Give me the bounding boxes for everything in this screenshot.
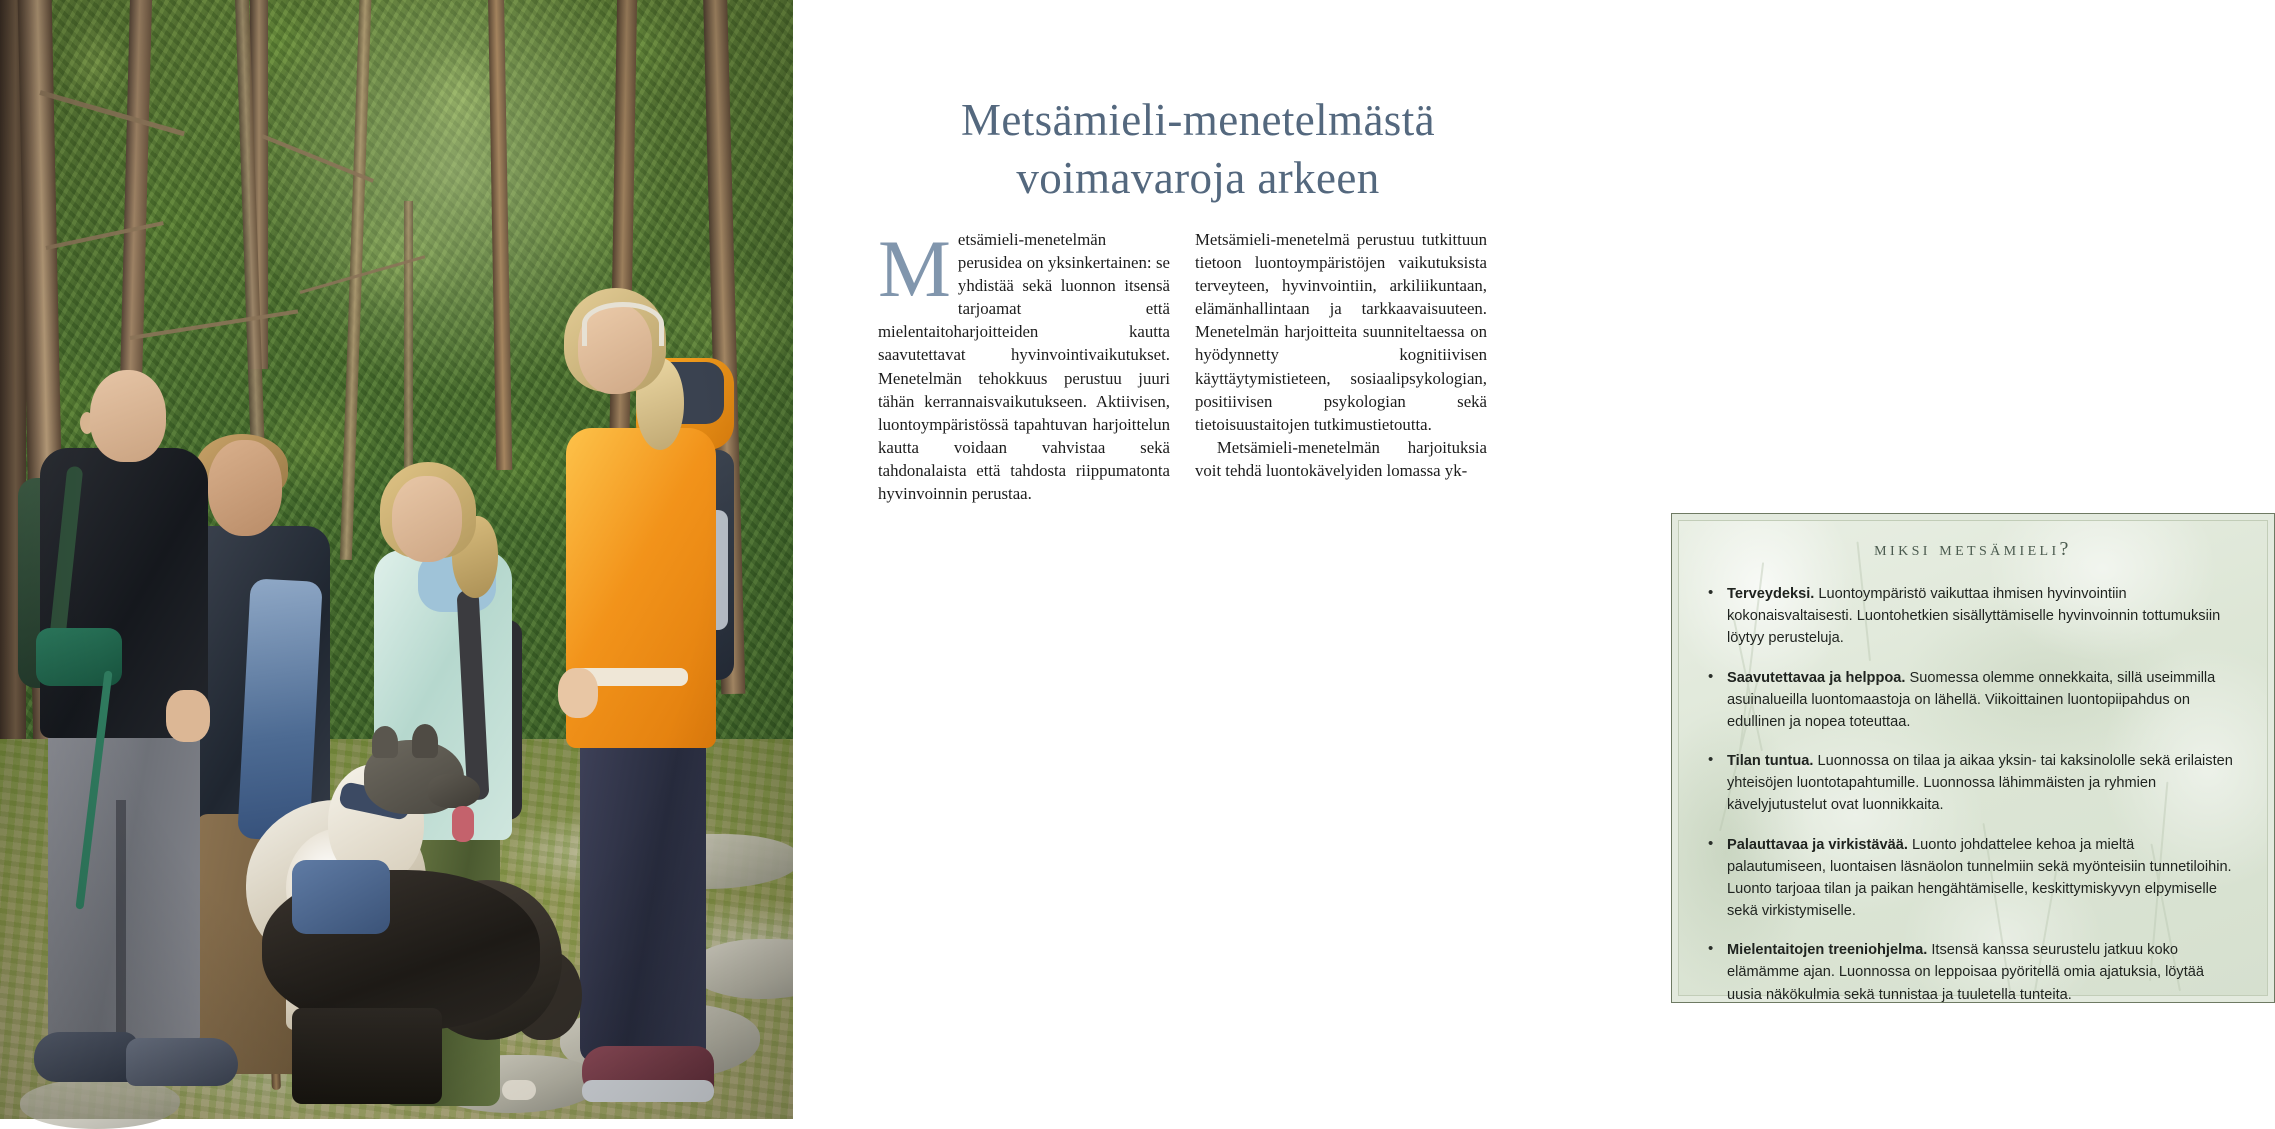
list-item <box>1727 750 2233 817</box>
bullet-body: Luonto johdattelee kehoa ja mieltä palautumiseen, luontaisen läsnäolon tunnelmiin sekä myönteisiin tunnetiloihin. Luonto tarjoaa tilan ja paikan hengähtämiselle, keskittymiskyvyn elpymiselle sekä virkistymiselle. <box>1727 836 2232 920</box>
info-box-heading: miksi metsämieli? <box>1874 538 2072 560</box>
bullet-lead: Mielentaitojen treeniohjelma. <box>1727 942 1928 959</box>
head <box>208 440 282 536</box>
headband <box>582 302 664 346</box>
article-columns <box>878 223 1488 505</box>
sneaker <box>34 1032 138 1082</box>
boot-sole <box>582 1080 714 1102</box>
bullet-body: Itsensä kanssa seurustelu jatkuu koko elämämme ajan. Luonnossa on leppoisaa pyöritellä omia ajatuksia, löytää uusia näkökulmia sekä tunnistaa ja tuuletella tunteita. <box>1727 942 2205 1003</box>
dog-ear <box>412 724 438 758</box>
article-page <box>793 0 2233 1119</box>
list-item <box>1727 939 2233 1006</box>
dog-harness <box>292 860 390 934</box>
drop-cap: M <box>878 223 951 314</box>
article-column-right <box>1195 228 1487 505</box>
page-title-line-1: Metsämieli-menetelmästä <box>960 95 1436 145</box>
article-paragraph: Metsämieli-menetelmän harjoituksia voit tehdä luontokävelyiden lomassa yk- <box>1195 437 1487 480</box>
bullet-lead: Terveydeksi. <box>1727 586 1815 602</box>
sneaker <box>126 1038 238 1086</box>
photo-scene <box>0 0 793 1119</box>
page-title <box>853 92 1543 207</box>
info-box-bullet-list <box>1679 583 2267 1006</box>
dog-tongue <box>452 806 474 842</box>
info-box-inner <box>1678 520 2268 1003</box>
trouser-seam <box>116 800 126 1050</box>
dog-paw <box>502 1080 536 1100</box>
dog-snout <box>428 774 480 808</box>
bullet-lead: Tilan tuntua. <box>1727 753 1814 770</box>
bullet-body: Luonnossa on tilaa ja aikaa yksin- tai kaksinololle sekä erilaisten yhteisöjen luontotapahtumille. Luonnossa lähimmäisten ja ryhmien kävelyjutustelut ovat luonnikkaita. <box>1727 753 2233 814</box>
list-item <box>1727 583 2233 650</box>
list-item <box>1727 834 2233 923</box>
head <box>392 476 462 562</box>
dog-ear <box>372 726 398 758</box>
hand <box>558 668 598 718</box>
head <box>90 370 166 462</box>
page-title-line-2: voimavaroja arkeen <box>1016 152 1380 203</box>
hand <box>166 690 210 742</box>
article-paragraph <box>878 223 1170 505</box>
forest-hikers-photo <box>0 0 793 1119</box>
article-paragraph-text: etsämieli-menetelmän perusidea on yksinkertainen: se yhdistää sekä luonnon itsensä tarjoamat että mielentaitoharjoitteiden kautta saavutettavat hyvinvointivaikutukset. Menetelmän tehokkuus perustuu juuri tähän kerrannaisvaikutukseen. Aktiivisen, luontoympäristössä tapahtuvan harjoittelun kautta voidaan vahvistaa sekä tahdonalaista että tahdosta riippumatonta hyvinvoinnin perustaa. <box>878 230 1170 504</box>
hiker-bald-man <box>18 370 218 1119</box>
article-paragraph: Metsämieli-menetelmä perustuu tutkittuun tietoon luontoympäristöjen vaikutuksista terveyteen, hyvinvointiin, arkiliikuntaan, elämänhallintaan ja tarkkaavaisuuteen. Menetelmän harjoitteita suunniteltaessa on hyödynnetty kognitiivisen käyttäytymistieteen, sosiaalipsykologian, positiivisen psykologian sekä tietoisuustaitojen tutkimustietoutta. <box>1195 230 1487 434</box>
sheltie-dog-dark <box>262 840 562 1110</box>
info-box-miksi-metsamieli <box>1671 513 2275 1003</box>
bullet-lead: Saavutettavaa ja helppoa. <box>1727 669 1906 686</box>
bullet-body: Luontoympäristö vaikuttaa ihmisen hyvinvointiin kokonaisvaltaisesti. Luontohetkien sisällyttämiselle hyvinvoinnin tottumuksiin löytyy perusteluja. <box>1727 586 2221 647</box>
bullet-lead: Palauttavaa ja virkistävää. <box>1727 836 1908 853</box>
bullet-body: Suomessa olemme onnekkaita, sillä useimmilla asuinalueilla luontomaastoja on lähellä. Viikoittainen luontopiipahdus on edullinen ja nopea toteuttaa. <box>1727 669 2216 730</box>
trousers <box>580 732 706 1062</box>
dog-legs <box>292 1008 442 1104</box>
article-column-left <box>878 223 1170 505</box>
list-item <box>1727 667 2233 734</box>
